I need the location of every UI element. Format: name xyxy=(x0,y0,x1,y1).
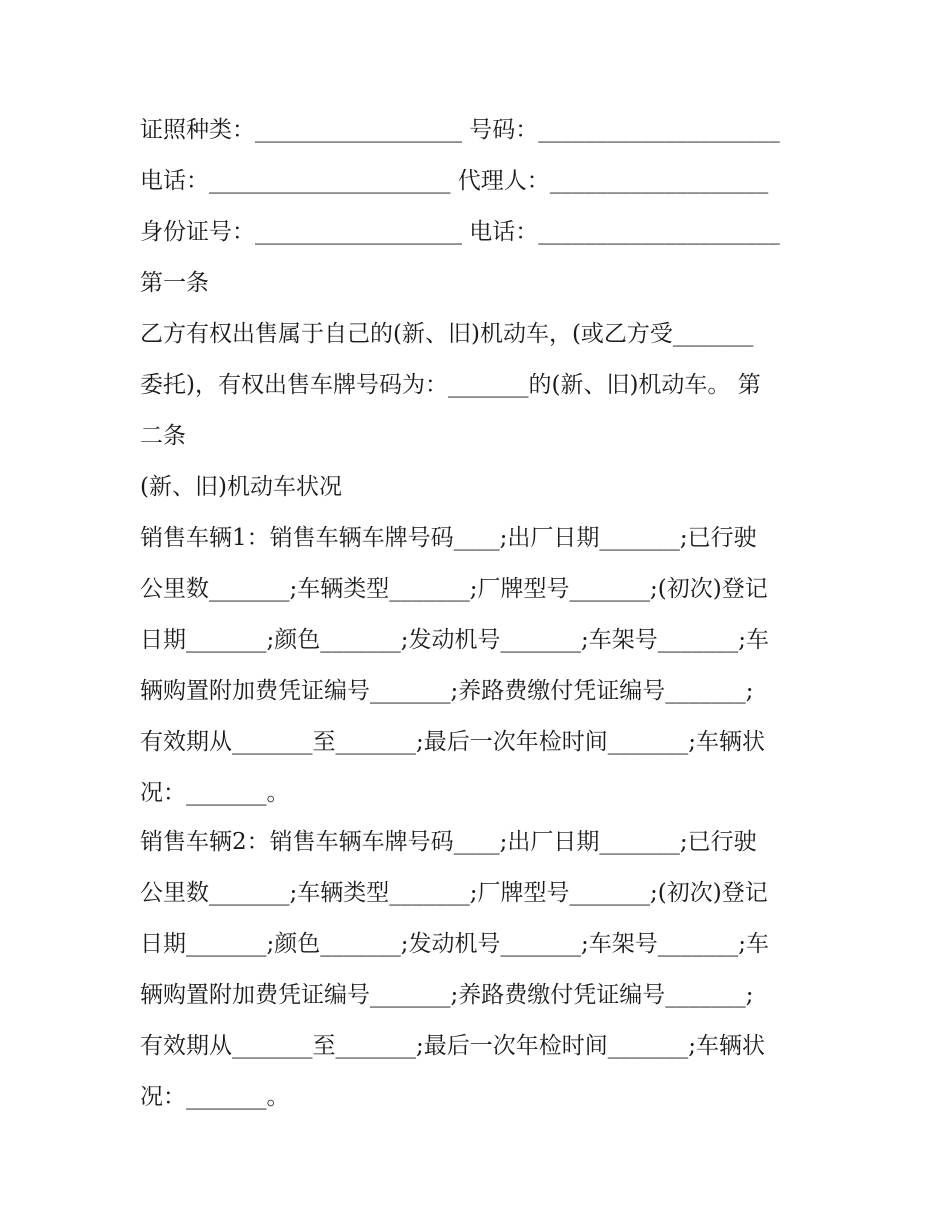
vehicle-one-line: 日期_______;颜色_______;发动机号_______;车架号_______;车 xyxy=(140,627,769,653)
article-one-text-line: 委托)，有权出售车牌号码为：_______的(新、旧)机动车。 第 xyxy=(140,372,761,398)
article-one-heading: 第一条 xyxy=(140,270,209,296)
vehicle-condition-heading: (新、旧)机动车状况 xyxy=(140,474,342,500)
vehicle-two-line: 有效期从_______至_______;最后一次年检时间_______;车辆状 xyxy=(140,1033,765,1059)
phone-agent-line: 电话：_____________________ 代理人：___________________ xyxy=(140,168,769,194)
vehicle-two-line: 日期_______;颜色_______;发动机号_______;车架号_______;车 xyxy=(140,931,769,957)
vehicle-one-line: 辆购置附加费凭证编号_______;养路费缴付凭证编号_______; xyxy=(140,678,754,704)
certificate-type-line: 证照种类：__________________ 号码：_____________________ xyxy=(140,117,780,143)
vehicle-one-line: 况：_______。 xyxy=(140,780,290,806)
article-one-text-line: 乙方有权出售属于自己的(新、旧)机动车，(或乙方受_______ xyxy=(140,321,754,347)
vehicle-one-line: 销售车辆1：销售车辆车牌号码____;出厂日期_______;已行驶 xyxy=(140,525,757,551)
vehicle-two-line: 销售车辆2：销售车辆车牌号码____;出厂日期_______;已行驶 xyxy=(140,829,757,855)
article-two-heading: 二条 xyxy=(140,423,186,449)
id-number-line: 身份证号：__________________ 电话：_____________________ xyxy=(140,219,780,245)
vehicle-two-line: 况：_______。 xyxy=(140,1084,290,1110)
vehicle-two-line: 辆购置附加费凭证编号_______;养路费缴付凭证编号_______; xyxy=(140,982,754,1008)
vehicle-one-line: 公里数_______;车辆类型_______;厂牌型号_______;(初次)登记 xyxy=(140,576,768,602)
vehicle-two-line: 公里数_______;车辆类型_______;厂牌型号_______;(初次)登记 xyxy=(140,880,768,906)
vehicle-one-line: 有效期从_______至_______;最后一次年检时间_______;车辆状 xyxy=(140,729,765,755)
